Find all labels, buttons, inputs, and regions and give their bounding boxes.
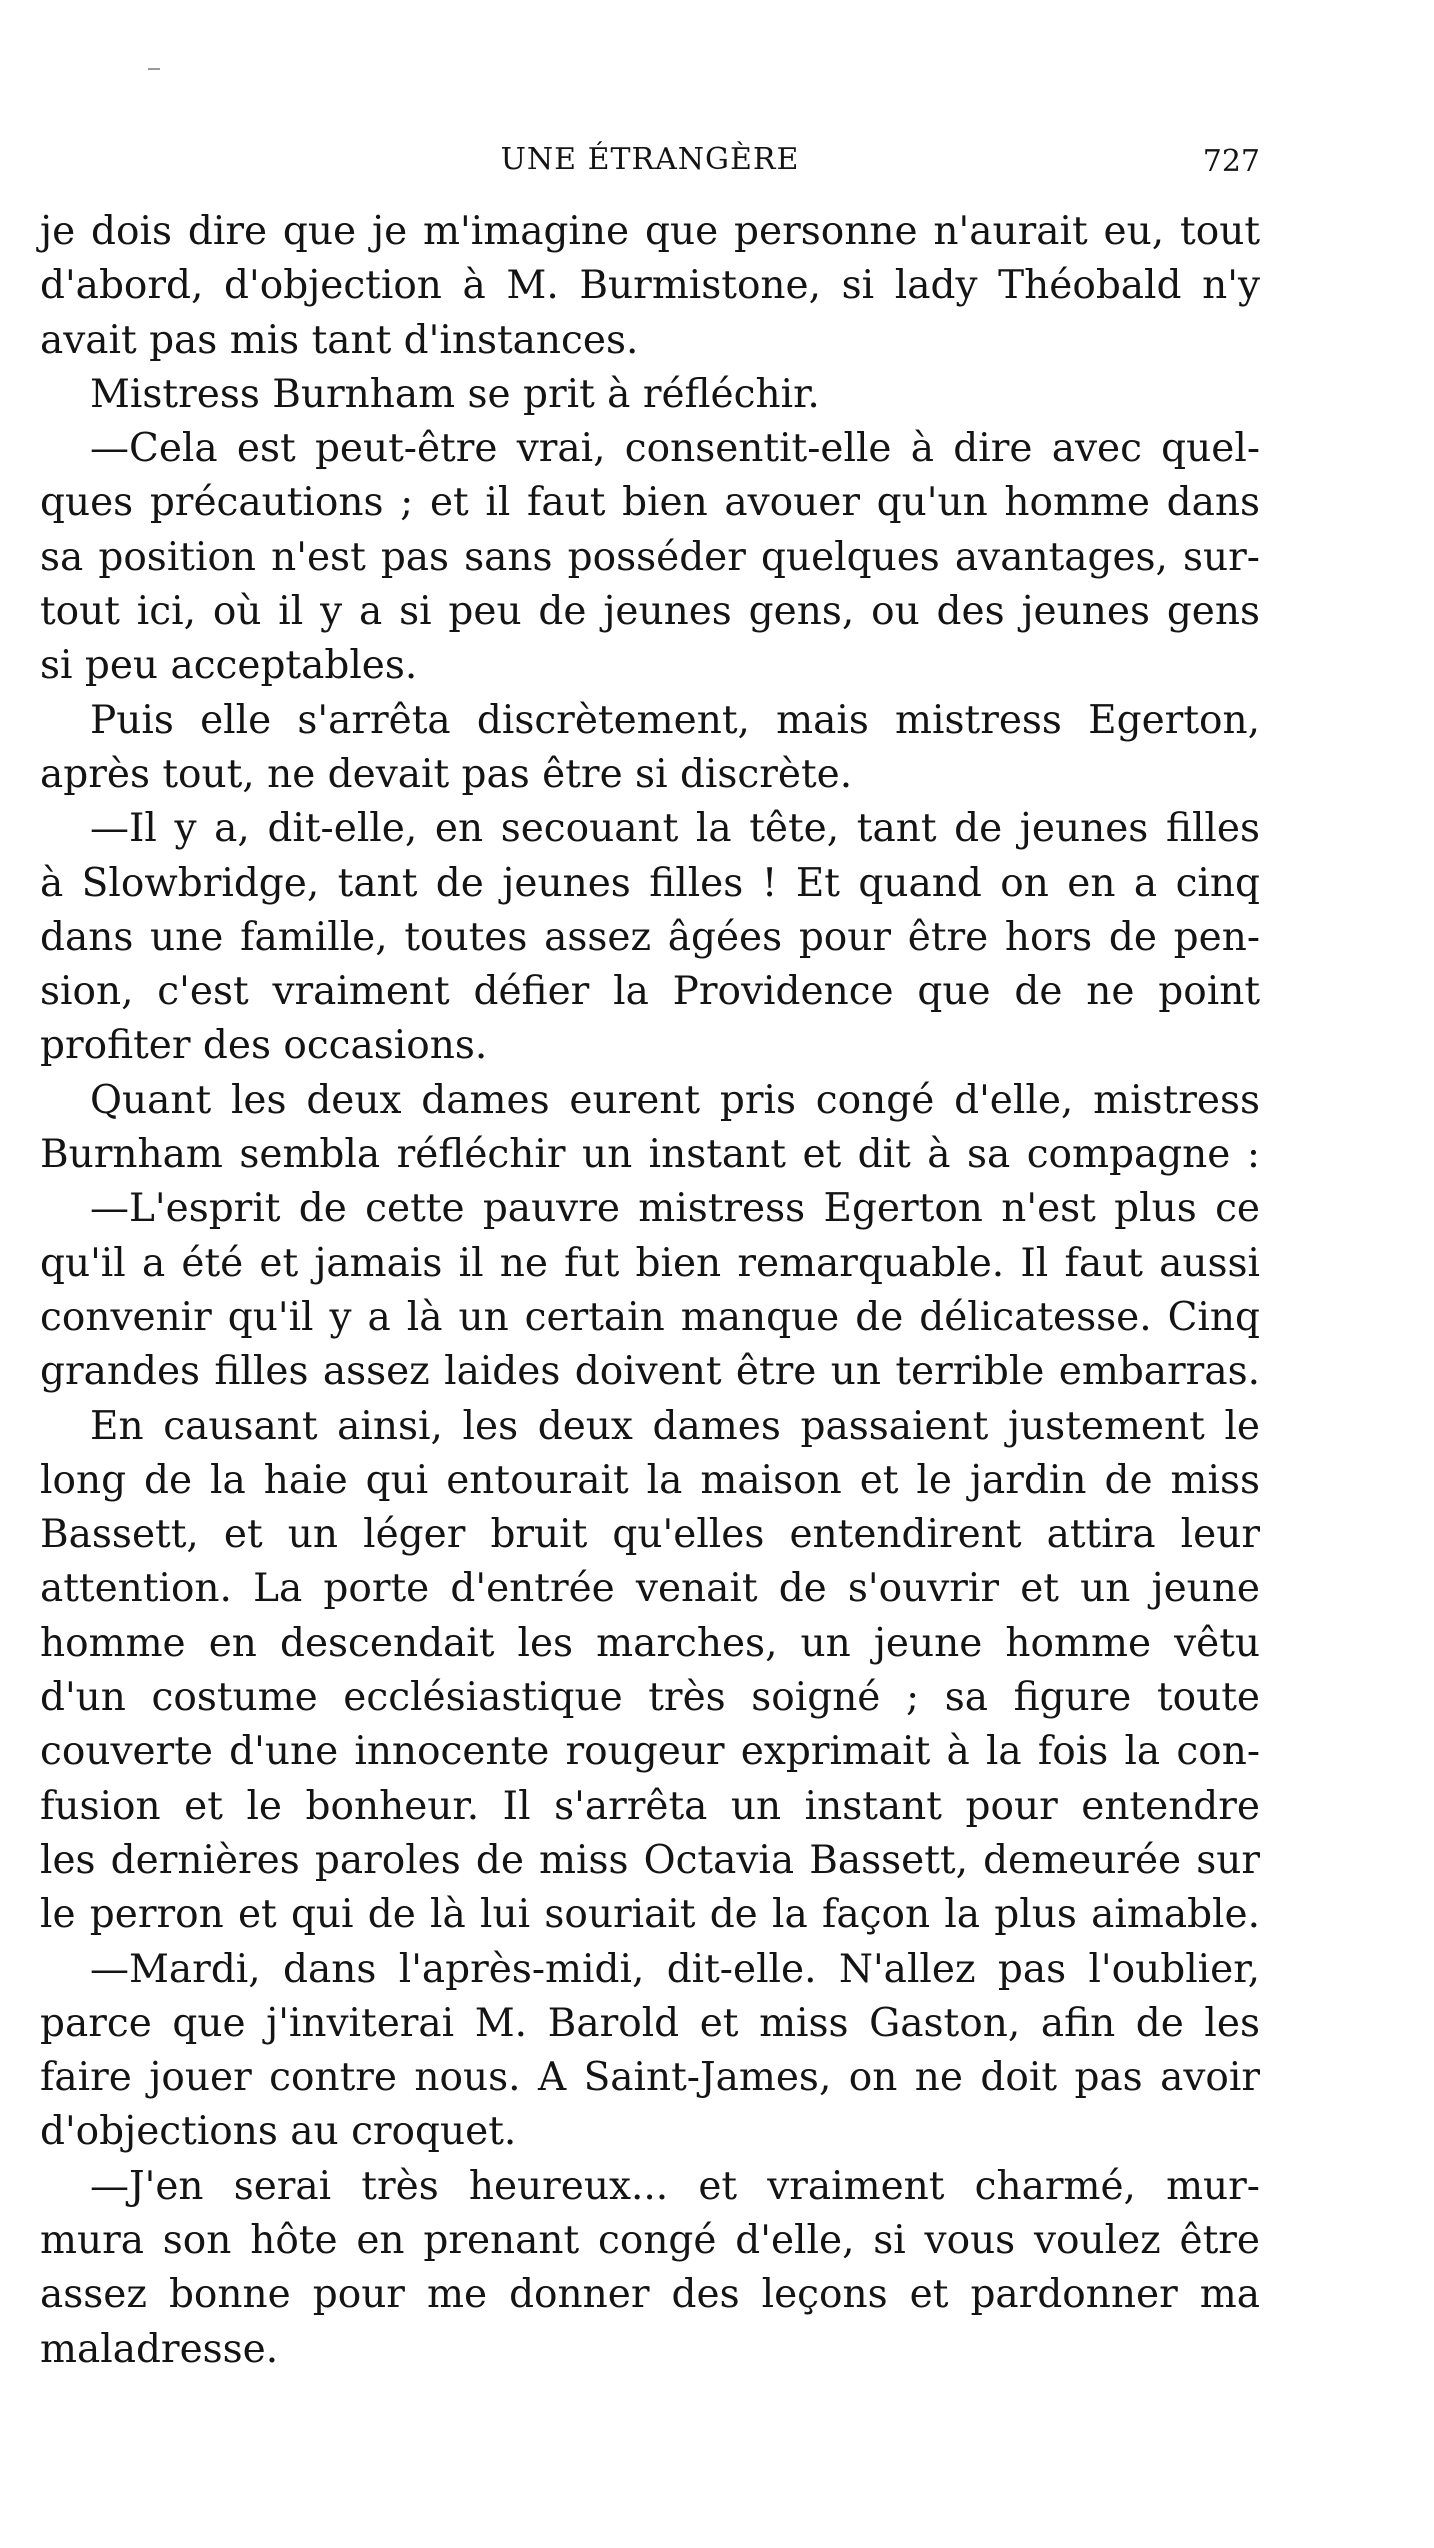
text-line: —J'en serai très heureux... et vraiment charmé, mur- bbox=[90, 2163, 1260, 2209]
text-line: faire jouer contre nous. A Saint-James, on ne doit pas avoir bbox=[40, 2055, 1260, 2101]
text-line: après tout, ne devait pas être si discrète. bbox=[40, 751, 853, 797]
text-line: homme en descendait les marches, un jeune homme vêtu bbox=[40, 1620, 1260, 1666]
text-line: maladresse. bbox=[40, 2326, 279, 2372]
text-line: ques précautions ; et il faut bien avouer qu'un homme dans bbox=[40, 480, 1260, 526]
running-head bbox=[40, 142, 1260, 192]
text-line: convenir qu'il y a là un certain manque de délicatesse. Cinq bbox=[40, 1294, 1260, 1340]
text-line: les dernières paroles de miss Octavia Bassett, demeurée sur bbox=[40, 1837, 1260, 1883]
page-number: 727 bbox=[1202, 144, 1260, 179]
text-line: sion, c'est vraiment défier la Providence que de ne point bbox=[40, 969, 1260, 1015]
text-line: Burnham sembla réfléchir un instant et dit à sa compagne : bbox=[40, 1132, 1260, 1178]
text-line: long de la haie qui entourait la maison et le jardin de miss bbox=[40, 1457, 1260, 1503]
text-line: Quant les deux dames eurent pris congé d'elle, mistress bbox=[90, 1077, 1260, 1123]
text-line: qu'il a été et jamais il ne fut bien remarquable. Il faut aussi bbox=[40, 1240, 1260, 1286]
text-line: couverte d'une innocente rougeur exprimait à la fois la con- bbox=[40, 1729, 1260, 1775]
text-line: Puis elle s'arrêta discrètement, mais mistress Egerton, bbox=[90, 697, 1260, 743]
text-line: à Slowbridge, tant de jeunes filles ! Et quand on en a cinq bbox=[40, 860, 1260, 906]
text-line: assez bonne pour me donner des leçons et pardonner ma bbox=[40, 2272, 1260, 2318]
text-line: je dois dire que je m'imagine que personne n'aurait eu, tout bbox=[40, 209, 1260, 254]
text-line: sa position n'est pas sans posséder quelques avantages, sur- bbox=[40, 534, 1260, 580]
text-line: —Cela est peut-être vrai, consentit-elle à dire avec quel- bbox=[90, 426, 1260, 472]
text-line: Bassett, et un léger bruit qu'elles entendirent attira leur bbox=[40, 1512, 1260, 1558]
text-line: Mistress Burnham se prit à réfléchir. bbox=[90, 371, 820, 417]
text-line: mura son hôte en prenant congé d'elle, si vous voulez être bbox=[40, 2217, 1260, 2263]
running-title: UNE ÉTRANGÈRE bbox=[500, 142, 800, 177]
text-line: d'un costume ecclésiastique très soigné ; sa figure toute bbox=[40, 1675, 1260, 1721]
text-line: parce que j'inviterai M. Barold et miss Gaston, afin de les bbox=[40, 2000, 1260, 2046]
text-line: le perron et qui de là lui souriait de la façon la plus aimable. bbox=[40, 1892, 1260, 1938]
text-line: En causant ainsi, les deux dames passaient justement le bbox=[90, 1403, 1260, 1449]
text-line: —Mardi, dans l'après-midi, dit-elle. N'allez pas l'oublier, bbox=[90, 1946, 1260, 1992]
text-line: dans une famille, toutes assez âgées pour être hors de pen- bbox=[40, 914, 1260, 960]
text-line: fusion et le bonheur. Il s'arrêta un instant pour entendre bbox=[40, 1783, 1260, 1829]
text-line: tout ici, où il y a si peu de jeunes gens, ou des jeunes gens bbox=[40, 589, 1260, 635]
text-line: d'objections au croquet. bbox=[40, 2109, 517, 2155]
text-line: grandes filles assez laides doivent être un terrible embarras. bbox=[40, 1349, 1260, 1395]
text-line: d'abord, d'objection à M. Burmistone, si lady Théobald n'y bbox=[40, 263, 1260, 309]
scan-speck bbox=[148, 68, 160, 70]
text-line: —Il y a, dit-elle, en secouant la tête, tant de jeunes filles bbox=[90, 806, 1260, 852]
body-text bbox=[40, 205, 1260, 2377]
text-line: —L'esprit de cette pauvre mistress Egerton n'est plus ce bbox=[90, 1186, 1260, 1232]
text-line: si peu acceptables. bbox=[40, 643, 418, 689]
text-line: attention. La porte d'entrée venait de s'ouvrir et un jeune bbox=[40, 1566, 1260, 1612]
text-line: profiter des occasions. bbox=[40, 1023, 488, 1069]
text-line: avait pas mis tant d'instances. bbox=[40, 317, 639, 363]
